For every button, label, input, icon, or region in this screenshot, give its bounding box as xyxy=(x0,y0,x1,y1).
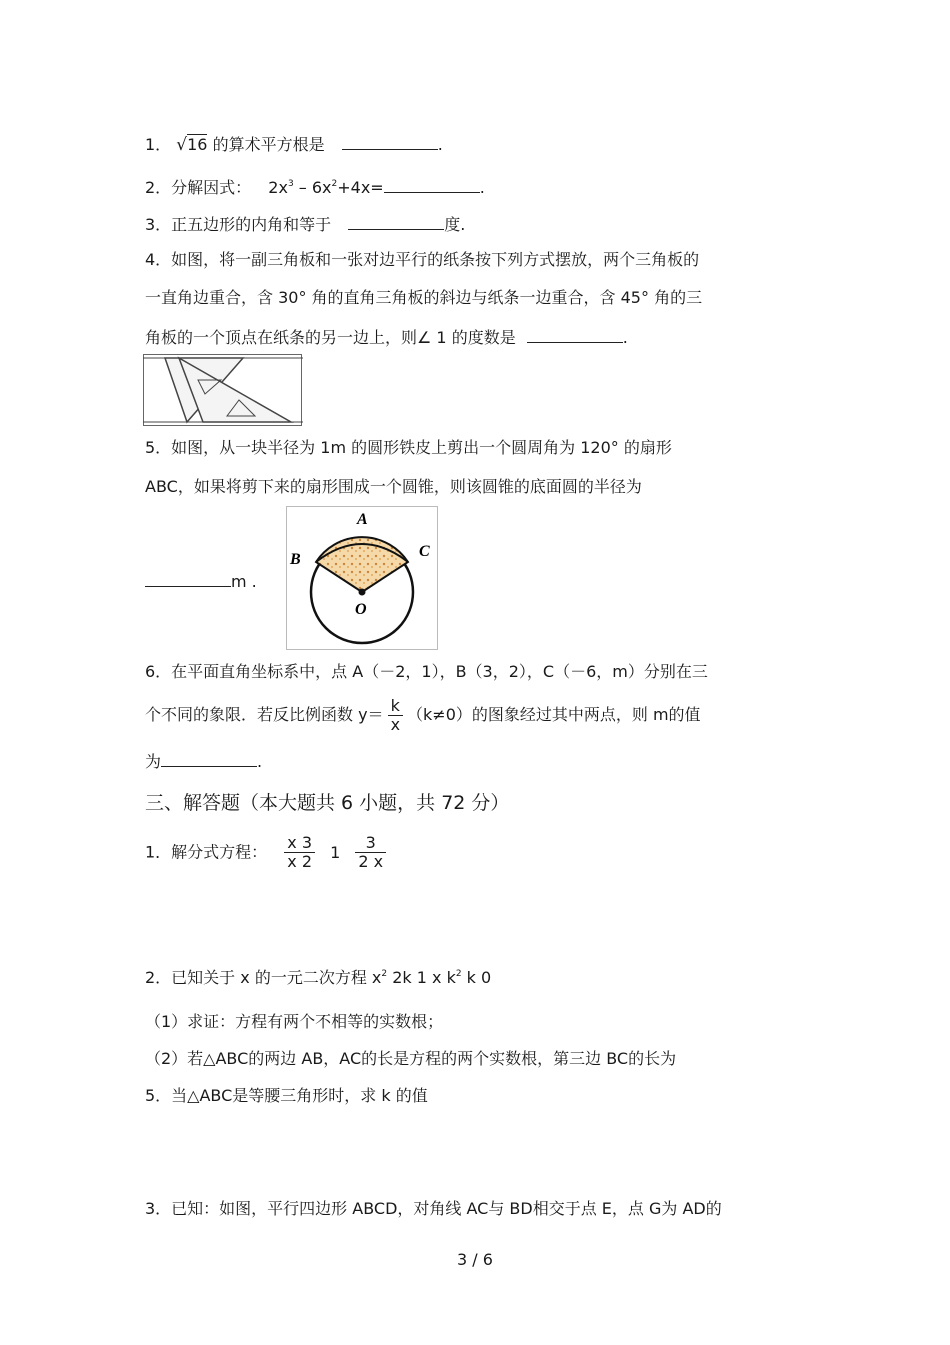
sub-question-2: （2）若△ABC的两边 AB，AC的长是方程的两个实数根，第三边 BC的长为 xyxy=(145,1049,677,1068)
label-A: A xyxy=(357,511,368,528)
question-2 xyxy=(145,176,485,201)
label-B: B xyxy=(290,551,301,568)
question-text-end: 度. xyxy=(444,215,466,234)
question-4-line1: 4．如图，将一副三角板和一张对边平行的纸条按下列方式摆放，两个三角板的 xyxy=(145,250,700,269)
solve-question-2: 2．已知关于 x 的一元二次方程 $x^2$ 2k 1 x $k^2$ k 0 xyxy=(145,968,492,987)
question-4-line2: 一直角边重合，含 30° 角的直角三角板的斜边与纸条一边重合，含 45° 角的三 xyxy=(145,288,703,307)
solve-question-3: 3．已知：如图，平行四边形 ABCD，对角线 AC与 BD相交于点 E，点 G为 AD的 xyxy=(145,1199,722,1218)
question-5-line1: 5．如图，从一块半径为 1m 的圆形铁皮上剪出一个圆周角为 120° 的扇形 xyxy=(145,438,672,457)
punctuation: . xyxy=(622,328,628,347)
punctuation: . xyxy=(479,178,485,197)
sector-circle-figure xyxy=(286,506,438,650)
fraction-k-over-x: $\frac{k}{x}$ xyxy=(388,697,403,734)
question-6-line3: 为 . xyxy=(145,752,263,771)
answer-blank[interactable] xyxy=(527,326,623,343)
answer-blank[interactable] xyxy=(342,133,438,150)
label-O: O xyxy=(355,601,367,618)
solve-question-1: 1．解分式方程： $\frac{x 3}{x 2}$ 1 $\frac{3}{2 x}$ xyxy=(145,834,390,871)
question-3 xyxy=(145,213,465,235)
expression: $2x^3 - 6x^2+4x=$ xyxy=(268,178,384,197)
fraction-right: $\frac{3}{2 x}$ xyxy=(355,834,386,871)
triangle-ruler-figure xyxy=(143,354,303,426)
sub-question-2-cont: 5．当△ABC是等腰三角形时，求 k 的值 xyxy=(145,1086,428,1105)
punctuation: . xyxy=(257,752,263,771)
fraction-left: $\frac{x 3}{x 2}$ xyxy=(284,834,315,871)
label-C: C xyxy=(419,543,430,560)
question-text: 2．分解因式： xyxy=(145,178,252,197)
question-4-line3: 角板的一个顶点在纸条的另一边上，则∠ 1 的度数是 . xyxy=(145,328,628,347)
question-6-line1: 6．在平面直角坐标系中，点 A（－2，1），B（3，2），C（－6，m）分别在三 xyxy=(145,662,708,681)
unit: m . xyxy=(231,572,257,591)
question-1 xyxy=(145,133,443,155)
question-number: 1． xyxy=(145,135,172,154)
page-number: 3 / 6 xyxy=(457,1250,493,1269)
question-text: 3．正五边形的内角和等于 xyxy=(145,215,332,234)
question-text: 的算术平方根是 xyxy=(212,135,325,154)
question-5-line3 xyxy=(145,570,257,592)
sub-question-1: （1）求证：方程有两个不相等的实数根； xyxy=(145,1012,444,1031)
answer-blank[interactable] xyxy=(348,213,444,230)
punctuation: . xyxy=(437,135,443,154)
section-heading: 三、解答题（本大题共 6 小题，共 72 分） xyxy=(145,792,510,814)
sqrt-symbol: √ xyxy=(176,135,188,155)
answer-blank[interactable] xyxy=(161,750,257,767)
radicand: 16 xyxy=(187,135,208,154)
question-5-line2: ABC，如果将剪下来的扇形围成一个圆锥，则该圆锥的底面圆的半径为 xyxy=(145,477,642,496)
answer-blank[interactable] xyxy=(384,176,480,193)
answer-blank[interactable] xyxy=(145,570,231,587)
question-6-line2: 个不同的象限．若反比例函数 y＝ $\frac{k}{x}$ （k≠0）的图象经过其中两点，则 m的值 xyxy=(145,696,701,734)
